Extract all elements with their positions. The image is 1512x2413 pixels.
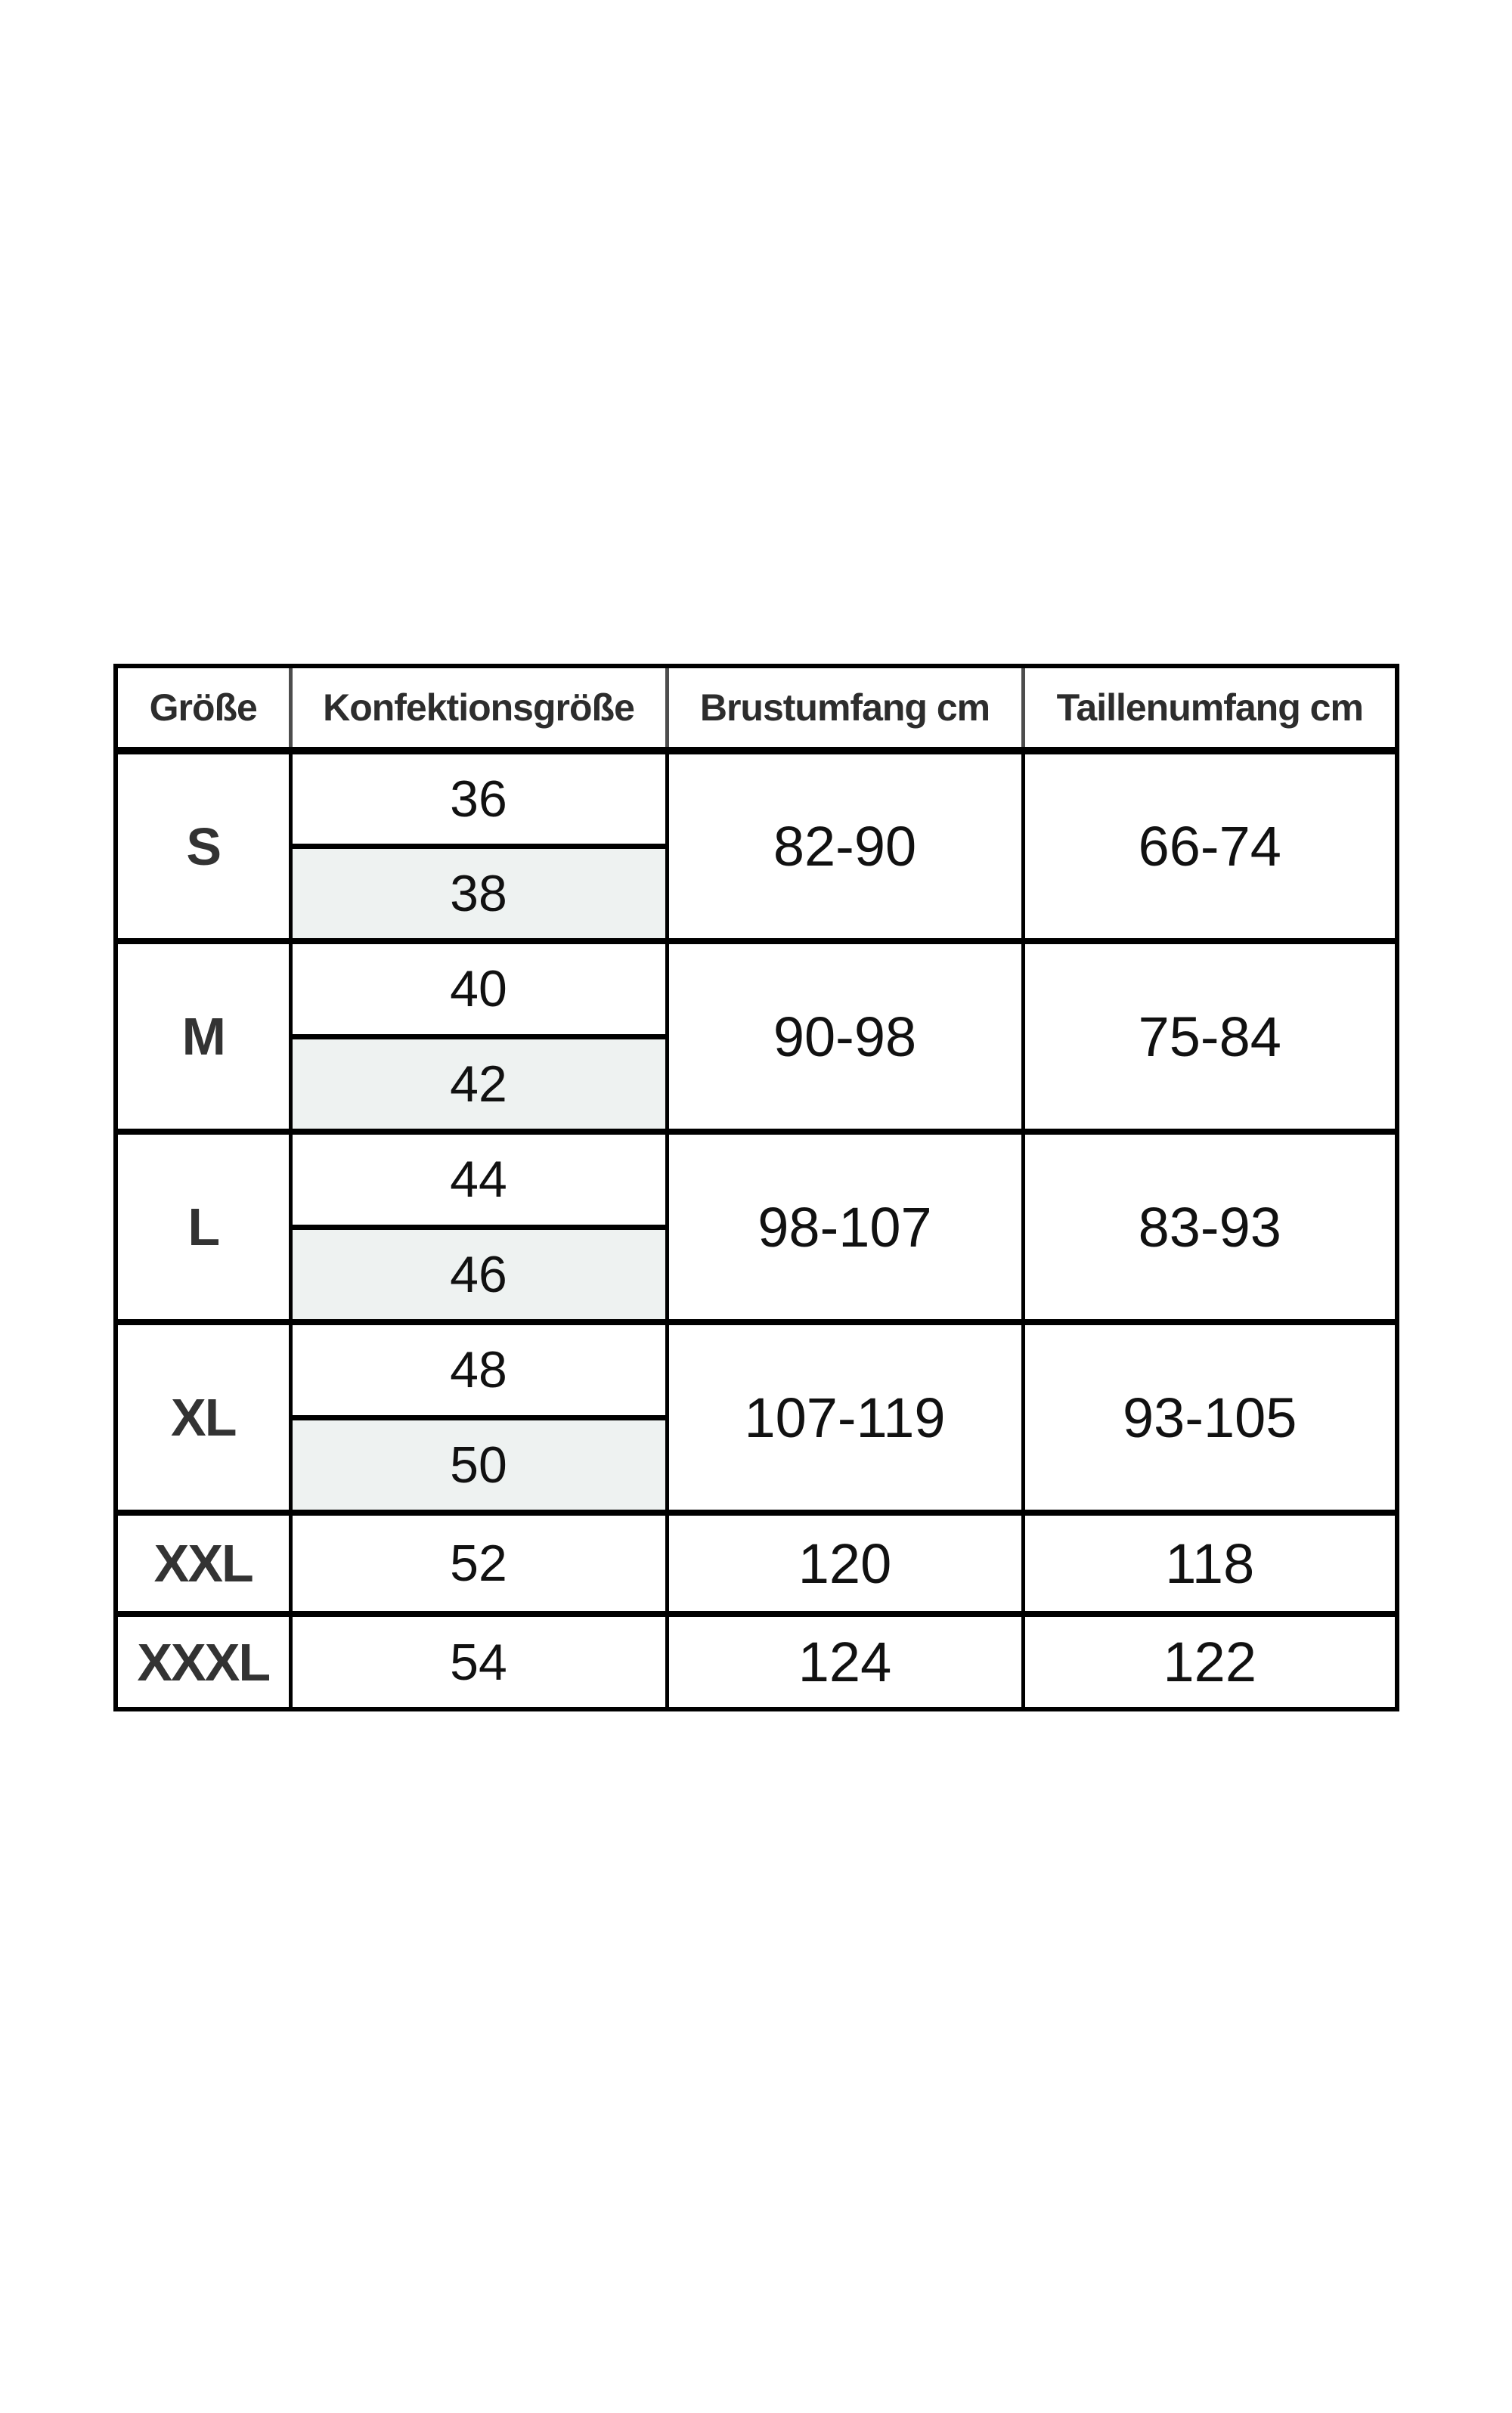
table-row-l — [116, 1132, 1397, 1227]
konfektionsgroesse-cell: 44 — [290, 1132, 667, 1227]
taillenumfang-cell: 83-93 — [1023, 1132, 1397, 1322]
size-cell: S — [186, 816, 221, 876]
header-taillenumfang: Taillenumfang cm — [1023, 666, 1397, 751]
brustumfang-cell: 120 — [667, 1513, 1023, 1614]
konfektionsgroesse-cell: 48 — [290, 1322, 667, 1417]
table-row-m — [116, 941, 1397, 1036]
size-cell: XL — [116, 1322, 290, 1513]
taillenumfang-cell: 93-105 — [1023, 1322, 1397, 1513]
konfektionsgroesse-cell: 46 — [290, 1227, 667, 1322]
konfektionsgroesse-cell: 40 — [290, 941, 667, 1036]
brustumfang-cell: 90-98 — [667, 941, 1023, 1132]
brustumfang-cell: 98-107 — [667, 1132, 1023, 1322]
header-konfektionsgroesse: Konfektionsgröße — [290, 666, 667, 751]
header-groesse: Größe — [116, 666, 290, 751]
konfektionsgroesse-cell: 36 — [290, 751, 667, 846]
brustumfang-cell: 107-119 — [667, 1322, 1023, 1513]
brustumfang-cell: 124 — [667, 1614, 1023, 1709]
taillenumfang-cell: 66-74 — [1023, 751, 1397, 941]
table-row-xxxl — [116, 1614, 1397, 1709]
table-row-xl — [116, 1322, 1397, 1417]
header-row — [116, 666, 1397, 751]
size-cell: XXXL — [116, 1614, 290, 1709]
taillenumfang-cell: 118 — [1023, 1513, 1397, 1614]
konfektionsgroesse-cell: 38 — [290, 846, 667, 941]
size-cell: XXL — [116, 1513, 290, 1614]
size-cell: M — [116, 941, 290, 1132]
taillenumfang-cell: 122 — [1023, 1614, 1397, 1709]
table-row-s — [116, 751, 1397, 846]
konfektionsgroesse-cell: 54 — [290, 1614, 667, 1709]
table-row-xxl — [116, 1513, 1397, 1614]
brustumfang-cell: 82-90 — [667, 751, 1023, 941]
konfektionsgroesse-cell: 52 — [290, 1513, 667, 1614]
taillenumfang-cell: 75-84 — [1023, 941, 1397, 1132]
konfektionsgroesse-cell: 50 — [290, 1417, 667, 1513]
size-cell: L — [116, 1132, 290, 1322]
header-brustumfang: Brustumfang cm — [667, 666, 1023, 751]
konfektionsgroesse-cell: 42 — [290, 1036, 667, 1132]
size-chart-table — [113, 664, 1399, 1711]
